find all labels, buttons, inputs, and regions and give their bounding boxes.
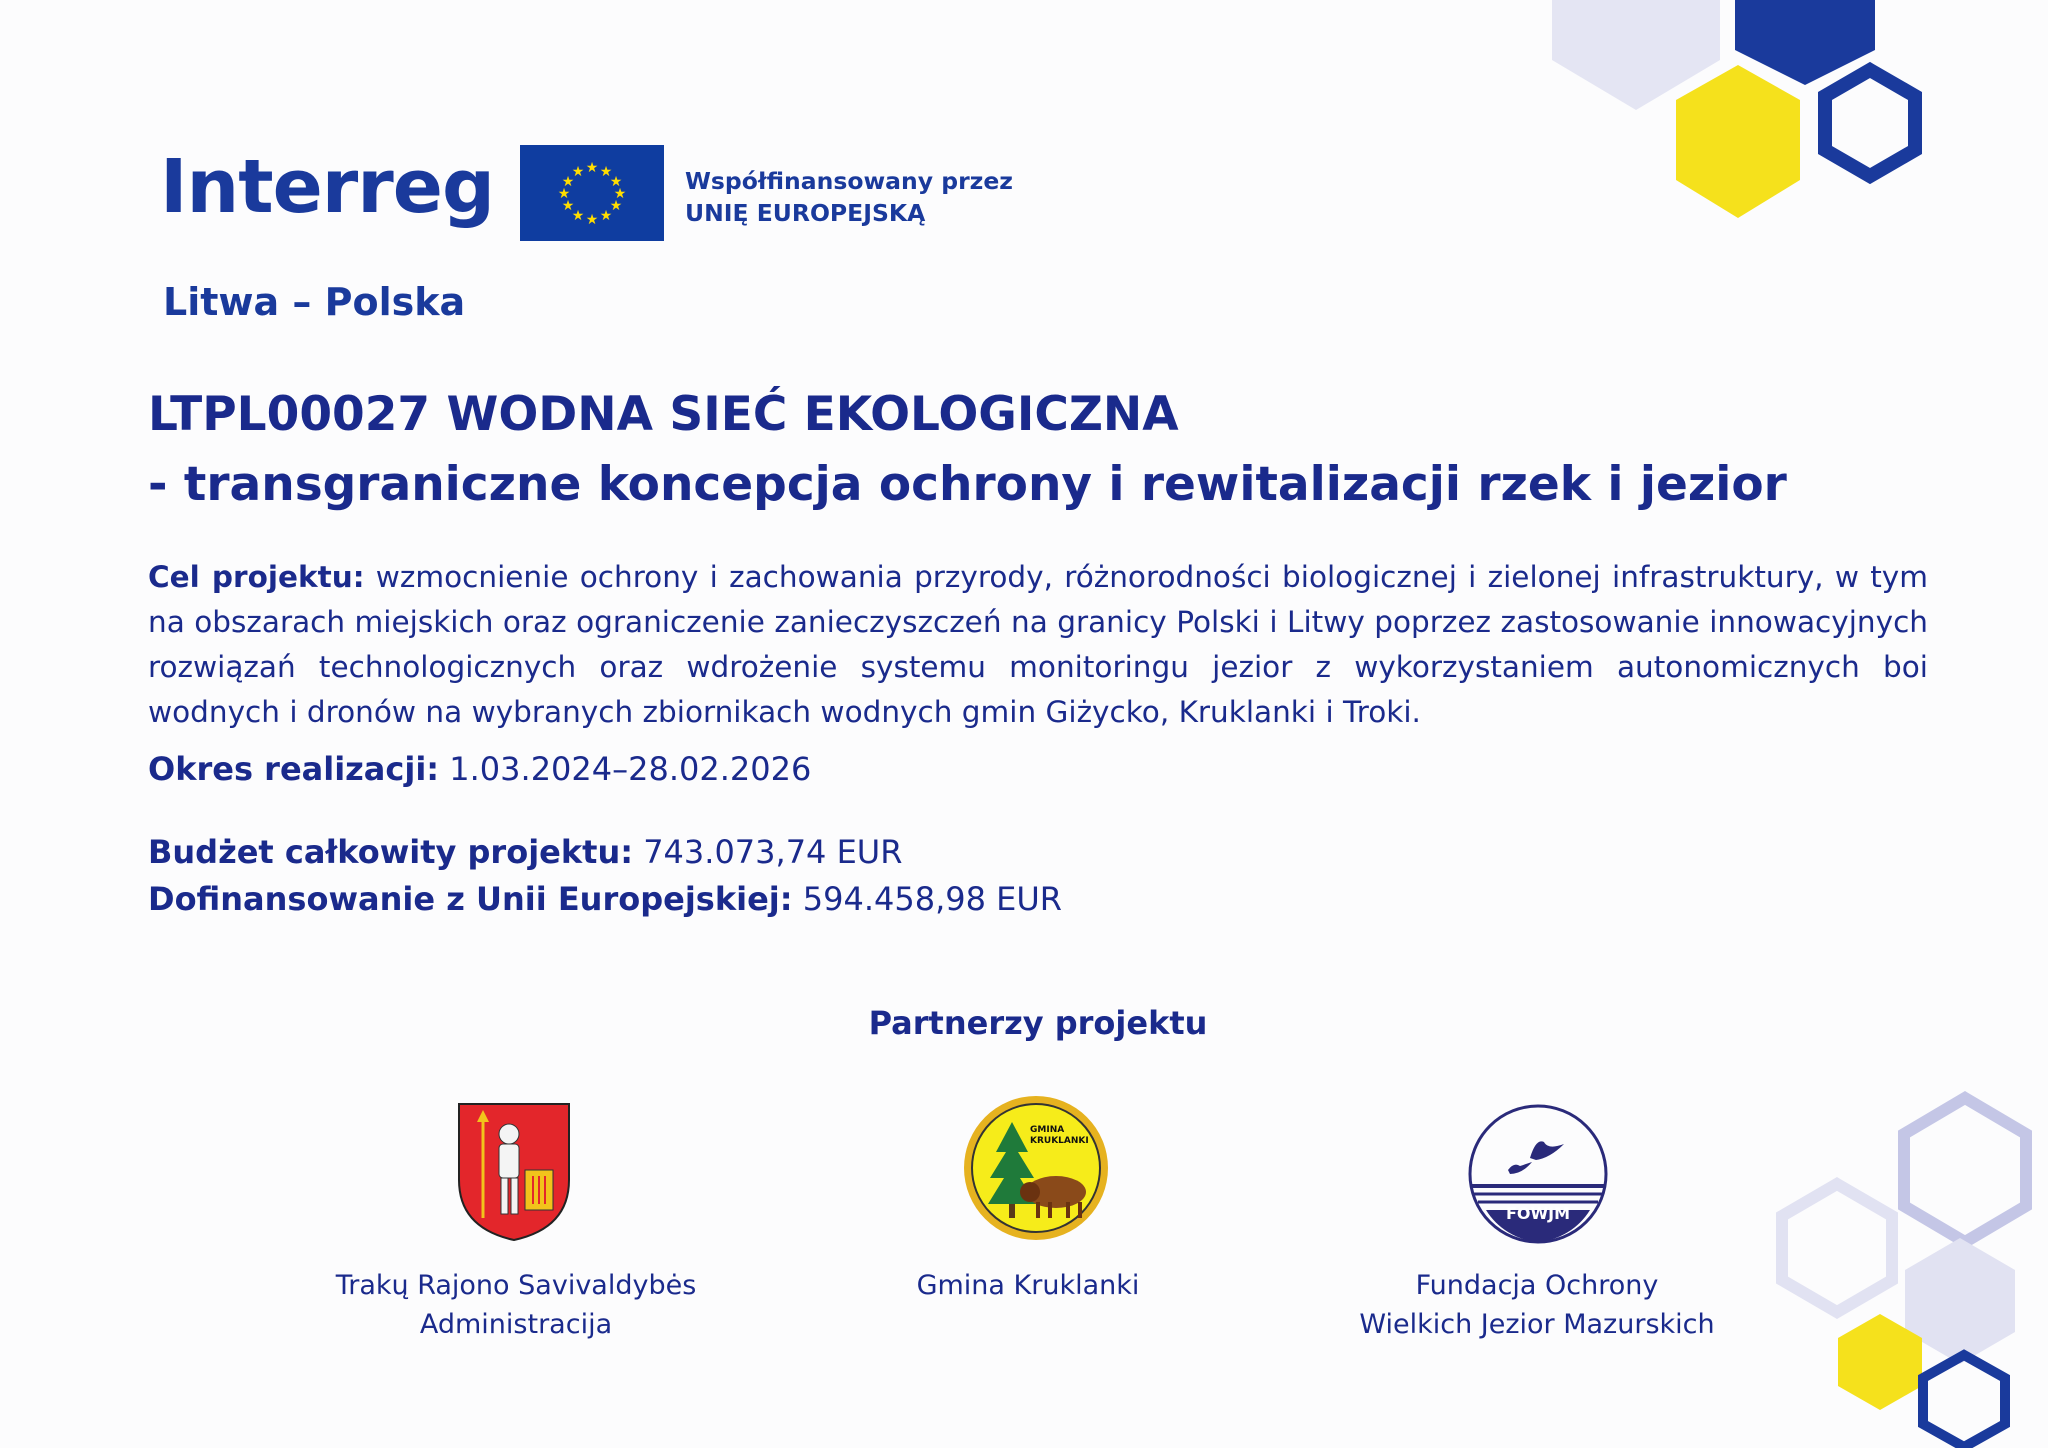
budget-value: 743.073,74 EUR	[643, 833, 903, 871]
svg-text:★: ★	[571, 208, 585, 224]
svg-text:★: ★	[585, 212, 599, 228]
hex-outline-blue-top	[1825, 70, 1915, 176]
partners-heading: Partnerzy projektu	[868, 1004, 1208, 1042]
eu-funding-value: 594.458,98 EUR	[802, 880, 1062, 918]
budget-label: Budżet całkowity projektu:	[148, 833, 634, 871]
period-label: Okres realizacji:	[148, 750, 440, 788]
hex-yellow-top	[1676, 65, 1800, 218]
trakai-coat-of-arms-icon	[455, 1100, 573, 1242]
project-title	[148, 380, 1948, 520]
svg-text:★: ★	[585, 160, 599, 176]
partner-1-name	[296, 1266, 736, 1344]
gmina-kruklanki-emblem-icon	[960, 1092, 1112, 1244]
interreg-logo: Interreg	[160, 144, 494, 230]
eu-flag-icon	[520, 145, 664, 241]
cofinancing-line-1: Współfinansowany przez	[685, 167, 1013, 195]
eu-funding-row	[148, 880, 1062, 918]
goal-text: wzmocnienie ochrony i zachowania przyrody, różnorodności biologicznej i zielonej infrastruktury, w tym na obszarach miejskich oraz ograniczenie zanieczyszczeń na granicy Polski i Litwy poprzez zastosowanie innowacyjnych rozwiązań technologicznych oraz wdrożenie systemu monitoringu jezior z wykorzystaniem autonomicznych boi wodnych i dronów na wybranych zbiornikach wodnych gmin Giżycko, Kruklanki i Troki.	[148, 560, 1928, 729]
hex-outline-lavender-2	[1782, 1184, 1892, 1312]
partner-3-name	[1317, 1266, 1757, 1344]
partner-2-name	[808, 1266, 1248, 1305]
svg-text:★: ★	[609, 198, 623, 214]
goal-label: Cel projektu:	[148, 560, 365, 594]
kruklanki-emblem-text	[1030, 1125, 1089, 1147]
partner-2-name-line-1: Gmina Kruklanki	[916, 1270, 1140, 1301]
hex-outline-lavender-1	[1904, 1098, 2026, 1242]
program-name: Litwa – Polska	[163, 280, 466, 324]
budget-row	[148, 833, 902, 871]
partner-3-name-line-2: Wielkich Jezior Mazurskich	[1359, 1309, 1715, 1340]
svg-text:★: ★	[599, 208, 613, 224]
svg-text:★: ★	[613, 186, 627, 202]
project-goal	[148, 555, 1928, 735]
svg-text:★: ★	[557, 186, 571, 202]
title-line-2: - transgraniczne koncepcja ochrony i rewitalizacji rzek i jezior	[148, 457, 1787, 512]
cofinancing-statement	[685, 165, 1013, 229]
svg-text:★: ★	[571, 164, 585, 180]
fowjm-logo-icon	[1466, 1102, 1610, 1246]
kruklanki-emblem-text-1: GMINA	[1030, 1125, 1065, 1135]
partner-1-name-line-2: Administracija	[419, 1309, 613, 1340]
hex-outline-blue-bottom	[1923, 1355, 2005, 1447]
partner-3-name-line-1: Fundacja Ochrony	[1415, 1270, 1659, 1301]
fowjm-logo-text: FOWJM	[1505, 1204, 1571, 1223]
period-row	[148, 750, 811, 788]
cofinancing-line-2: UNIĘ EUROPEJSKĄ	[685, 199, 926, 227]
svg-text:★: ★	[599, 164, 613, 180]
title-line-1: LTPL00027 WODNA SIEĆ EKOLOGICZNA	[148, 387, 1179, 442]
svg-text:★: ★	[609, 174, 623, 190]
svg-text:★: ★	[561, 174, 575, 190]
partner-1-name-line-1: Trakų Rajono Savivaldybės	[335, 1270, 697, 1301]
svg-text:★: ★	[561, 198, 575, 214]
period-value: 1.03.2024–28.02.2026	[449, 750, 812, 788]
eu-funding-label: Dofinansowanie z Unii Europejskiej:	[148, 880, 793, 918]
kruklanki-emblem-text-2: KRUKLANKI	[1030, 1136, 1089, 1146]
